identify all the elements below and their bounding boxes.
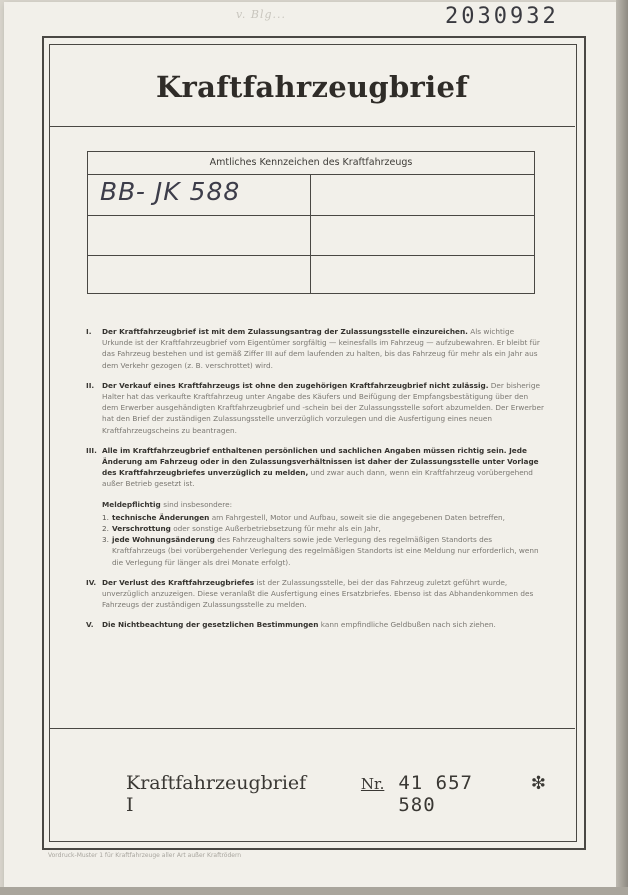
plate-table-divider-vertical	[310, 174, 311, 293]
item-lead: jede Wohnungsänderung	[112, 535, 215, 545]
section-text: Der bisherige Halter hat das verkaufte Kraftfahrzeug unter Angabe des Käufers und Beifügung der Empfangsbestätigung über den dem Erwerber ausgehändigten Kraftfahrzeugbrief und -schein bei der Zulassungsstelle sofort abzumelden. Der Erwerber hat den Brief der zuständigen Zulassungsstelle unverzüglich vorzulegen und die Ausfertigung eines neuen Kraftfahrzeugscheins zu beantragen.	[102, 380, 544, 435]
section-number: IV.	[86, 577, 97, 587]
section-text: und zwar auch dann, wenn ein Kraftfahrzeug vorübergehend außer Betrieb gesetzt ist.	[102, 468, 533, 489]
footer-document-number: 41 657 580	[398, 772, 473, 816]
section-text: Als wichtige Urkunde ist der Kraftfahrzeugbrief vom Eigentümer sorgfältig — keinesfalls im Fahrzeug — aufzubewahren. Er bleibt für das Fahrzeug bestehen und ist gemäß Ziffer III auf dem laufenden zu halten, bis das Fahrzeug für mehr als ein Jahr aus dem Verkehr gezogen (z. B. verschrottet) wird.	[102, 327, 540, 370]
page-edge-right	[616, 0, 628, 895]
section-lead: Der Verkauf eines Kraftfahrzeugs ist ohne den zugehörigen Kraftfahrzeugbrief nicht zulässig.	[102, 380, 489, 390]
instructions-text	[86, 326, 546, 640]
item-number: 1.	[102, 512, 109, 522]
page-edge-bottom	[0, 887, 628, 895]
section-lead: Der Kraftfahrzeugbrief ist mit dem Zulassungsantrag der Zulassungsstelle einzureichen.	[102, 327, 468, 336]
reporting-obligations	[86, 499, 546, 568]
faint-stamp: v. Blg...	[236, 8, 287, 21]
section-lead: Der Verlust des Kraftfahrzeugbriefes	[102, 577, 255, 587]
star-icon: ❇	[530, 773, 546, 794]
section-number: I.	[86, 327, 92, 336]
section-1	[86, 326, 546, 371]
item-text: des Fahrzeughalters sowie jede Verlegung des regelmäßigen Standorts des Kraftfahrzeugs (bei vorübergehender Verlegung des regelmäßigen Standorts ist eine Meldung nur erforderlich, wenn die Verlegung für länger als drei Monate erfolgt).	[112, 535, 539, 567]
section-4	[86, 577, 546, 611]
footer	[126, 772, 546, 816]
section-2	[86, 380, 546, 436]
license-plate-table	[87, 151, 535, 294]
item-number: 3.	[102, 535, 109, 545]
section-text: ist der Zulassungsstelle, bei der das Fahrzeug zuletzt geführt wurde, unverzüglich anzuzeigen. Diese veranlaßt die Ausfertigung eines Ersatzbriefes. Ebenso ist das Abhandenkommen des Fahrzeugs der zuständigen Zulassungsstelle zu melden.	[102, 577, 534, 610]
item-lead: technische Änderungen	[112, 512, 210, 522]
footer-divider	[49, 728, 575, 729]
section-text: kann empfindliche Geldbußen nach sich ziehen.	[320, 620, 496, 630]
section-3	[86, 445, 546, 490]
reporting-item	[102, 534, 546, 568]
reporting-item	[102, 512, 546, 523]
form-imprint: Vordruck-Muster 1 für Kraftfahrzeuge aller Art außer Kraftrödern	[48, 852, 242, 859]
section-number: V.	[86, 620, 94, 630]
document-title: Kraftfahrzeugbrief	[156, 70, 468, 104]
plate-table-header: Amtliches Kennzeichen des Kraftfahrzeugs	[88, 152, 534, 175]
title-box	[49, 44, 575, 127]
reporting-lead: Meldepflichtig	[102, 499, 161, 509]
reporting-intro: sind insbesondere:	[163, 499, 233, 509]
section-number: III.	[86, 445, 97, 455]
section-lead: Alle im Kraftfahrzeugbrief enthaltenen persönlichen und sachlichen Angaben müssen richtig sein. Jede Änderung am Fahrzeug oder in den Zulassungsverhältnissen ist daher der Zulassungsstelle unter Vorlage des Kraftfahrzeugbriefes unverzüglich zu melden,	[102, 445, 539, 478]
section-5	[86, 619, 546, 630]
reporting-item	[102, 523, 546, 534]
serial-number: 2030932	[445, 4, 559, 29]
plate-table-divider-2	[88, 255, 534, 256]
license-plate-value: BB- JK 588	[100, 177, 241, 206]
section-number: II.	[86, 380, 95, 390]
reporting-heading	[102, 499, 546, 510]
item-number: 2.	[102, 524, 109, 534]
section-lead: Die Nichtbeachtung der gesetzlichen Bestimmungen	[102, 620, 319, 630]
item-text: oder sonstige Außerbetriebsetzung für mehr als ein Jahr,	[173, 524, 381, 534]
footer-nr-label: Nr.	[360, 775, 385, 793]
footer-title: Kraftfahrzeugbrief I	[126, 772, 307, 816]
item-text: am Fahrgestell, Motor und Aufbau, soweit sie die angegebenen Daten betreffen,	[211, 512, 505, 522]
plate-table-divider-1	[88, 215, 534, 216]
item-lead: Verschrottung	[112, 524, 171, 534]
